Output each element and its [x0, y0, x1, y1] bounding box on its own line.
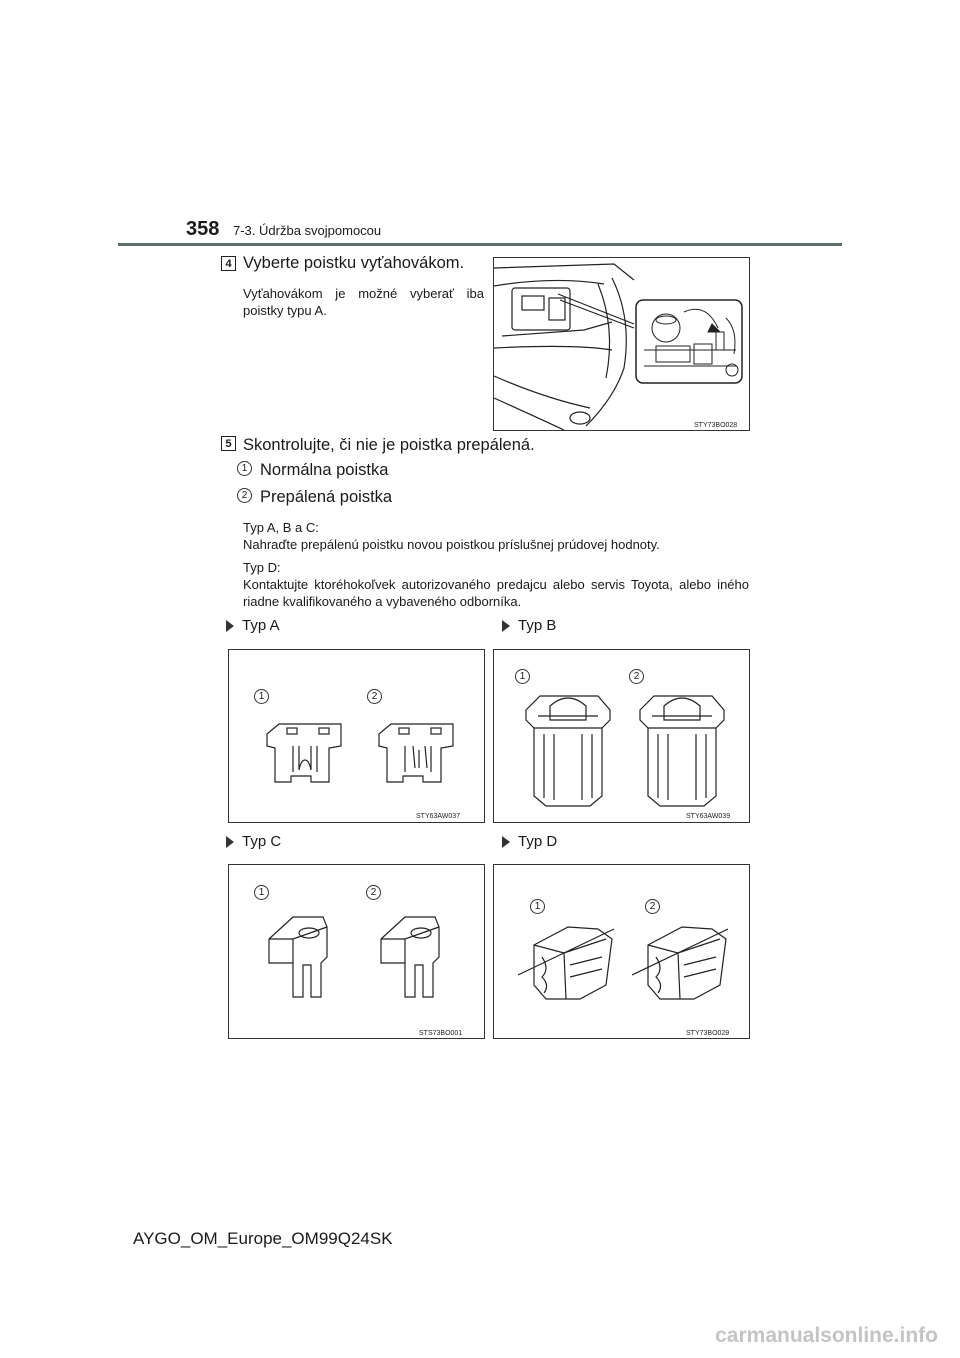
note-2-text: Kontaktujte ktoréhokoľvek autorizovaného predajcu alebo servis Toyota, alebo iného riadne kvalifikovaného a vybaveného odborníka. — [243, 577, 749, 609]
typ-a-arrow-icon — [226, 620, 234, 632]
typ-d-fuses — [494, 865, 749, 1038]
typ-c-code: STS73BO001 — [419, 1030, 463, 1037]
typ-d-label: Typ D — [518, 833, 558, 850]
watermark[interactable]: carmanualsonline.info — [715, 1324, 938, 1347]
note-1 — [243, 519, 749, 553]
typ-a-code: STY63AW037 — [416, 813, 461, 820]
typ-c-arrow-icon — [226, 836, 234, 848]
typ-a-fuses — [229, 650, 484, 822]
note-2-title: Typ D: — [243, 560, 281, 575]
item-1-number: 1 — [237, 461, 252, 476]
typ-a-callout-1: 1 — [254, 689, 269, 704]
figure-code-step4: STY73BO028 — [694, 422, 738, 429]
step-4-note: Vyťahovákom je možné vyberať iba poistky typu A. — [243, 286, 484, 318]
step-4-title: Vyberte poistku vyťahovákom. — [243, 254, 465, 272]
typ-b-callout-2: 2 — [629, 669, 644, 684]
engine-bay-illustration — [494, 258, 749, 430]
typ-d-callout-2: 2 — [645, 899, 660, 914]
typ-c-label: Typ C — [242, 833, 282, 850]
typ-d-code: STY73BO029 — [686, 1030, 730, 1037]
header-rule — [118, 243, 842, 246]
typ-b-arrow-icon — [502, 620, 510, 632]
step-5-badge: 5 — [221, 436, 236, 451]
typ-b-callout-1: 1 — [515, 669, 530, 684]
page-number: 358 — [186, 218, 220, 240]
typ-b-label: Typ B — [518, 617, 557, 634]
typ-a-label: Typ A — [242, 617, 280, 634]
typ-c-figure — [228, 864, 485, 1039]
section-title: 7-3. Údržba svojpomocou — [233, 223, 382, 238]
typ-c-callout-2: 2 — [366, 885, 381, 900]
item-2-label: Prepálená poistka — [260, 488, 393, 506]
typ-d-arrow-icon — [502, 836, 510, 848]
typ-b-code: STY63AW039 — [686, 813, 731, 820]
typ-b-figure — [493, 649, 750, 823]
engine-bay-figure — [493, 257, 750, 431]
item-2-number: 2 — [237, 488, 252, 503]
typ-b-fuses — [494, 650, 749, 822]
typ-c-fuses — [229, 865, 484, 1038]
note-2 — [243, 559, 749, 610]
typ-d-callout-1: 1 — [530, 899, 545, 914]
typ-d-figure — [493, 864, 750, 1039]
typ-a-figure — [228, 649, 485, 823]
typ-a-callout-2: 2 — [367, 689, 382, 704]
typ-c-callout-1: 1 — [254, 885, 269, 900]
step-5-title: Skontrolujte, či nie je poistka prepálená. — [243, 436, 535, 454]
note-1-text: Nahraďte prepálenú poistku novou poistkou príslušnej prúdovej hodnoty. — [243, 537, 660, 552]
document-footer: AYGO_OM_Europe_OM99Q24SK — [133, 1229, 393, 1248]
step-4-badge: 4 — [221, 256, 236, 271]
note-1-title: Typ A, B a C: — [243, 520, 319, 535]
item-1-label: Normálna poistka — [260, 461, 389, 479]
